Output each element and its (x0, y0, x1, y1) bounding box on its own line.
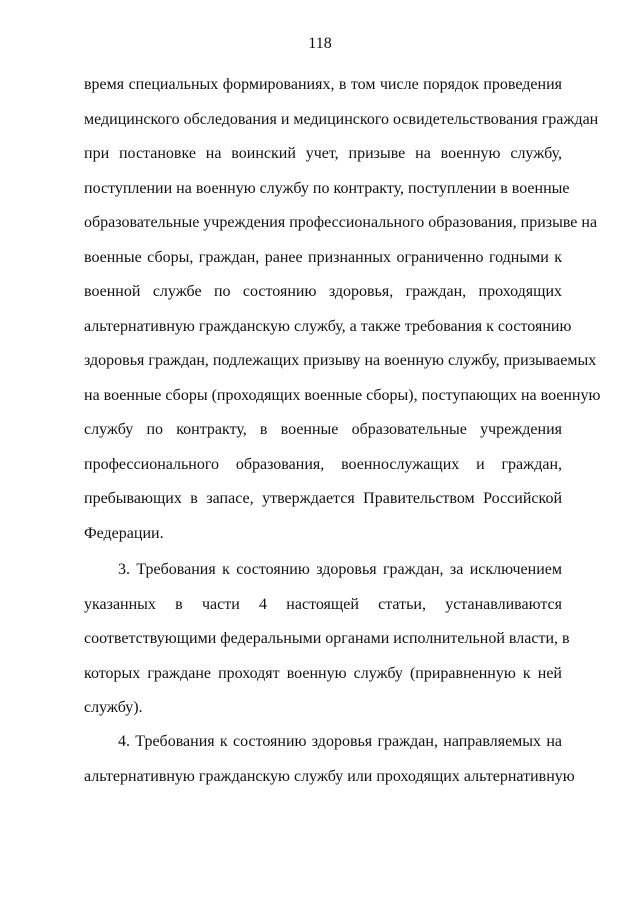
page-number: 118 (308, 35, 332, 52)
text-line: время специальных формированиях, в том числе порядок проведения (84, 76, 562, 93)
text-line: на военные сборы (проходящих военные сборы), поступающих на военную (84, 386, 601, 404)
text-line: указанных в части 4 настоящей статьи, устанавливаются (84, 595, 562, 613)
text-line: при постановке на воинский учет, призыве на военную службу, (84, 145, 562, 162)
paragraph-part-4 (84, 732, 575, 801)
text-line: пребывающих в запасе, утверждается Правительством Российской (84, 490, 562, 507)
text-line: Федерации. (84, 524, 164, 542)
text-line: службу по контракту, в военные образовательные учреждения (84, 421, 562, 438)
text-line: профессионального образования, военнослужащих и граждан, (84, 455, 562, 473)
text-line: 4. Требования к состоянию здоровья граждан, направляемых на (118, 733, 562, 750)
text-line: медицинского обследования и медицинского освидетельствования граждан (84, 110, 599, 128)
text-line: 3. Требования к состоянию здоровья граждан, за исключением (118, 561, 562, 578)
text-line: поступлении на военную службу по контракту, поступлении в военные (84, 179, 570, 197)
text-line: соответствующими федеральными органами исполнительной власти, в (84, 630, 570, 647)
text-line: образовательные учреждения профессионального образования, призыве на (84, 214, 598, 231)
text-line: военные сборы, граждан, ранее признанных ограниченно годными к (84, 248, 562, 266)
text-line: службу). (84, 699, 143, 716)
paragraph-part-3 (84, 560, 570, 733)
text-line: альтернативную гражданскую службу или проходящих альтернативную (84, 767, 575, 785)
text-line: здоровья граждан, подлежащих призыву на военную службу, призываемых (84, 352, 597, 369)
paragraph-continuation (84, 75, 601, 558)
text-line: которых граждане проходят военную службу (приравненную к ней (84, 664, 562, 682)
text-line: военной службе по состоянию здоровья, граждан, проходящих (84, 283, 562, 300)
text-line: альтернативную гражданскую службу, а также требования к состоянию (84, 317, 572, 335)
